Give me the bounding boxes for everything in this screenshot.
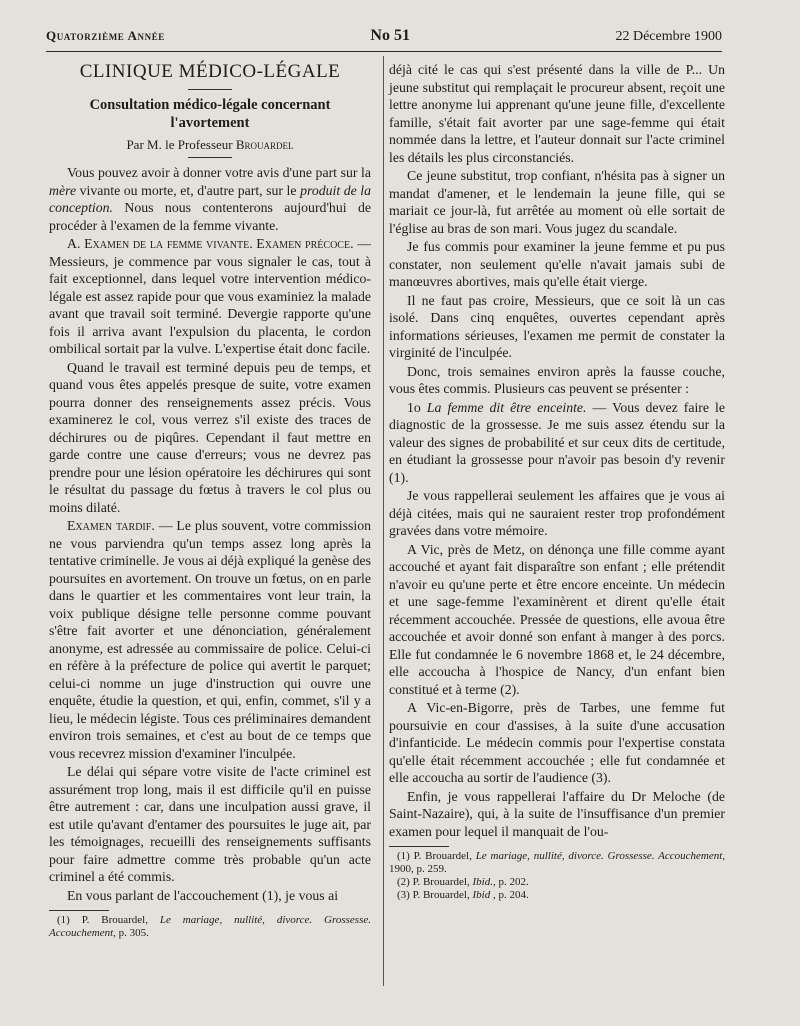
section-title: CLINIQUE MÉDICO-LÉGALE (79, 61, 341, 82)
volume-label: Quatorzième Année (46, 28, 165, 43)
article-title-line-2: l'avortement (170, 114, 250, 131)
text-run: — Vous devez faire le diagnostic de la grossesse. Je me suis assez étendu sur la valeur des signes de probabilité et sur ceux dits de certitude, en étudiant la grossesse pour n'avoir pas besoin d'y revenir (1). (389, 399, 725, 485)
paragraph: Je vous rappellerai seulement les affaires que je vous ai déjà citées, mais qui ne sauraient rester trop profondément gravées dans votre mémoire. (389, 488, 725, 538)
text-run: , p. 204. (492, 889, 529, 901)
list-number: 1o (407, 399, 421, 415)
left-column (49, 61, 371, 940)
article-title-line-1: Consultation médico-légale concernant (89, 96, 331, 113)
footnote (389, 876, 725, 889)
paragraph: Donc, trois semaines environ après la fausse couche, vous êtes commis. Plusieurs cas peuvent se présenter : (389, 363, 725, 396)
emphasis: produit de la conception. (49, 182, 372, 215)
title-rule (188, 89, 232, 90)
text-run: — Le plus souvent, votre commission ne vous parviendra qu'un temps assez long après la tentative criminelle. Je vous ai déjà expliqué la genèse des poursuites en avortement. On trouve un fœtus, on en parle dans le quartier et les commentaires vont leur train, la voix publique désigne telle personne comme pouvant s'être fait avorter et une dénonciation, généralement anonyme, est adressée au commissaire de police. Celui-ci en réfère à la préfecture de police qui avertit le parquet; celui-ci nomme un juge d'instruction qui ouvre une enquête, étudie la question, et qui, enfin, commet, s'il y a lieu, le médecin légiste. Tous ces préliminaires demandent environ trois semaines, et c'est au bout de ce temps que vous recevrez mission d'examiner l'inculpée. (49, 518, 372, 761)
footnote (389, 889, 725, 902)
emphasis: Ibid (472, 889, 491, 901)
subheading: A. Examen de la femme vivante. Examen précoce. (67, 236, 354, 251)
text-run: — Messieurs, je commence par vous signaler le cas, tout à fait exceptionnel, dans lequel votre intervention médico-légale est assez rapide pour que vous examiniez la malade avant que travail soit terminé. Devergie rapporte qu'une fois il arriva avant l'expulsion du placenta, le cordon ombilical sortait par la vulve. L'expertise était donc facile. (49, 236, 371, 356)
text-run: (1) P. Brouardel, (57, 914, 148, 926)
footnote (389, 850, 725, 876)
article-title (49, 96, 371, 132)
footnote (49, 914, 371, 940)
footnote-rule (389, 846, 449, 847)
right-column (389, 61, 725, 902)
text-run: 1900, p. 259. (389, 863, 447, 875)
paragraph: Enfin, je vous rappellerai l'affaire du Dr Meloche (de Saint-Nazaire), qui, à la suite de l'insuffisance d'un premier examen pour lequel il manquait de l'ou- (389, 788, 725, 839)
paragraph (49, 235, 371, 358)
paragraph: Quand le travail est terminé depuis peu de temps, et quand vous êtes appelés presque de suite, votre examen pourra donner des renseignements assez précis. Vous examinerez le col, vous verrez s'il existe des traces de déchirures ou de piqûres. Cependant il faut mettre en garde contre une cause d'erreurs; vous ne devrez pas prendre pour une lésion opératoire les déchirures qui sont le résultat du passage du fœtus à travers le col plus ou moins dilaté. (49, 359, 371, 515)
byline-rule (188, 157, 232, 158)
text-run: (3) P. Brouardel, (397, 889, 470, 901)
byline-prefix: Par M. le Professeur (126, 136, 233, 152)
paragraph: Je fus commis pour examiner la jeune femme et pu pus constater, non seulement qu'elle n'avait jamais subi de manœuvres abortives, mais qu'elle était vierge. (389, 239, 725, 289)
page-header (46, 27, 722, 49)
paragraph: Il ne faut pas croire, Messieurs, que ce soit là un cas isolé. Dans cinq enquêtes, ouvertes cependant après informations sérieuses, l'examen me permit de constater la virginité de l'inculpée. (389, 292, 725, 360)
text-run: Nous nous contenterons aujourd'hui de procéder à l'examen de la femme vivante. (49, 200, 371, 233)
paragraph: déjà cité le cas qui s'est présenté dans la ville de P... Un jeune substitut qui remplaçait le procureur absent, reçoit une lettre anonyme lui apprenant qu'une jeune fille, d'excellente famille, s'était fait avorter par une sage-femme qui était nommée dans la lettre, et l'auteur donnait sur l'acte criminel les détails les plus circonstanciés. (389, 62, 725, 165)
paragraph: Le délai qui sépare votre visite de l'acte criminel est assurément trop long, mais il est difficile qu'il en puisse être autrement : car, dans une inculpation aussi grave, il est utile qu'avant d'entamer des poursuites le juge ait, par les témoignages, recueilli des renseignements suffisants pour faire admettre comme très probable qu'un acte criminel a été commis. (49, 764, 371, 884)
column-divider (383, 56, 384, 986)
text-run: Vous pouvez avoir à donner votre avis d'une part sur la (67, 165, 371, 180)
header-rule (46, 51, 722, 52)
paragraph (389, 399, 725, 487)
paragraph (49, 517, 371, 762)
subheading: Examen tardif. (67, 518, 155, 533)
paragraph: En vous parlant de l'accouchement (1), je vous ai (67, 887, 339, 903)
text-run: vivante ou morte, et, d'autre part, sur le (79, 182, 297, 198)
emphasis: Le mariage, nullité, divorce. Grossesse. Accouchement, (475, 850, 726, 862)
emphasis: La femme dit être enceinte. (426, 399, 587, 415)
text-run: p. 305. (118, 927, 149, 939)
paragraph: Ce jeune substitut, trop confiant, n'hésita pas à signer un mandat d'amener, et le lendemain la jeune fille, qui se mariait ce jour-là, fut arrêtée au moment où elle sortait de l'église au bras de son mari. Vous jugez du scandale. (389, 168, 725, 236)
text-run: p. 202. (498, 876, 529, 888)
footnotes (49, 914, 371, 940)
emphasis: Ibid., (472, 876, 496, 888)
emphasis: Le mariage, nullité, divorce. Grossesse. Accouchement, (49, 914, 371, 939)
paragraph (49, 164, 371, 234)
footnotes (389, 850, 725, 902)
author-name: Brouardel (235, 136, 294, 152)
byline (49, 136, 371, 154)
paragraph: A Vic, près de Metz, on dénonça une fille comme ayant accouché et ayant fait disparaître son enfant ; elle prétendit n'avoir eu qu'une perte et être encore enceinte. Un médecin et une sage-femme l'examinèrent et dirent qu'elle était récemment accouchée. Pressée de questions, elle avoua être accouchée et avoir donné son enfant à manger à des porcs. Elle fut condamnée le 6 novembre 1868 et, le 24 décembre, elle accoucha à l'hospice de Nancy, d'un enfant bien constitué et à terme (2). (389, 541, 725, 697)
issue-number: No 51 (370, 27, 410, 44)
issue-date: 22 Décembre 1900 (615, 29, 722, 44)
text-run: (2) P. Brouardel, (397, 876, 470, 888)
emphasis: mère (49, 182, 77, 198)
text-run: (1) P. Brouardel, (397, 850, 472, 862)
footnote-rule (49, 910, 109, 911)
paragraph: A Vic-en-Bigorre, près de Tarbes, une femme fut poursuivie en cour d'assises, à la suite d'une accusation d'infanticide. Le médecin commis pour l'expertise constata qu'elle était récemment accouchée ; elle fut condamnée et elle accoucha au sortir de l'audience (3). (389, 700, 725, 785)
